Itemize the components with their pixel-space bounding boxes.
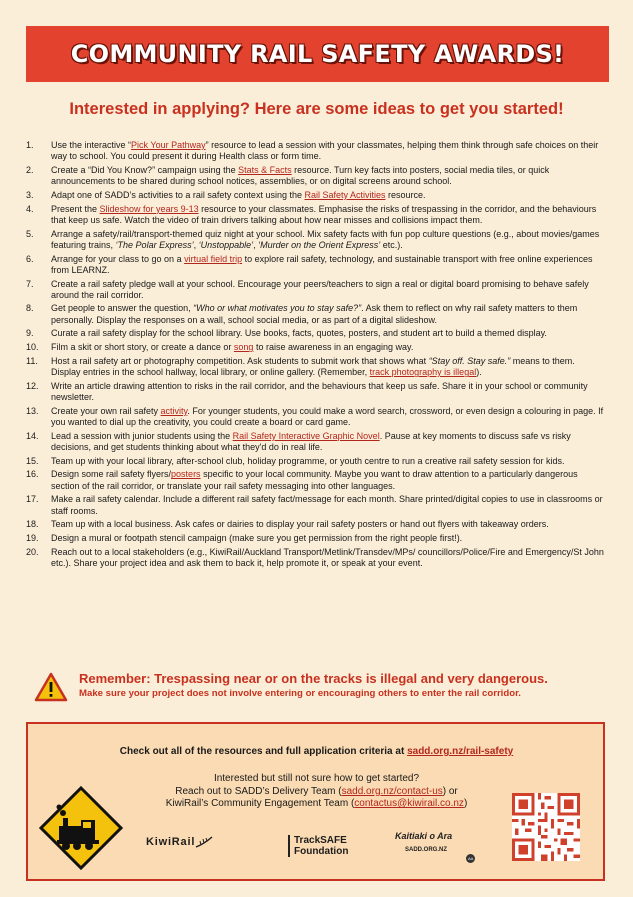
idea-text-segment: Design some rail safety flyers/ <box>51 469 172 480</box>
idea-text-segment: ‘Unstoppable’ <box>198 239 254 250</box>
idea-number: 1. <box>26 140 34 150</box>
sadd-logo-maori-text: Kaitiaki o Ara <box>395 831 453 841</box>
resource-link[interactable]: Rail Safety Interactive Graphic Novel <box>232 430 380 441</box>
idea-text <box>51 190 604 201</box>
aa-logo-text: AA <box>468 856 474 861</box>
contact-line-2 <box>130 786 503 799</box>
idea-text-segment: Lead a session with junior students using the <box>51 430 233 441</box>
idea-text-segment: “Who or what motivates you to stay safe?” <box>193 303 362 314</box>
idea-text-segment: resource. <box>385 189 426 200</box>
idea-number: 10. <box>26 342 39 353</box>
idea-text <box>51 519 604 530</box>
resource-link[interactable]: activity <box>160 405 188 416</box>
idea-number: 4. <box>26 203 34 214</box>
kiwirail-logo <box>146 836 213 848</box>
subtitle: Interested in applying? Here are some ideas to get you started! <box>69 100 564 118</box>
idea-item <box>26 469 604 491</box>
idea-text-segment: Curate a rail safety display for the school library. Use books, facts, quotes, posters, and student art to build a themed display. <box>51 328 547 339</box>
idea-text-segment: Design a mural or footpath stencil campaign (make sure you get permission from the right people first!). <box>51 533 463 544</box>
idea-text-segment: resource to your classmates. Emphasise the risks of trespassing in the corridor, and the behaviours that keep us safe. Watch the video of train drivers talking about how near misses and collisions impact them. <box>51 203 597 225</box>
idea-text <box>51 381 604 403</box>
contact-line-3-end: ) <box>463 798 468 809</box>
idea-number: 5. <box>26 228 34 239</box>
idea-text-segment: Team up with your local library, after-school club, holiday programme, or youth centre to run a creative rail safety session for kids. <box>51 455 565 466</box>
idea-item <box>26 547 604 569</box>
resource-link[interactable]: Slideshow for years 9-13 <box>99 203 199 214</box>
tracksafe-logo <box>288 835 348 857</box>
idea-text-segment: to raise awareness in an engaging way. <box>253 342 414 353</box>
idea-number: 6. <box>26 253 34 264</box>
page-title: COMMUNITY RAIL SAFETY AWARDS! <box>70 40 565 68</box>
idea-item <box>26 140 604 162</box>
ideas-list <box>26 140 604 572</box>
idea-text-segment: Film a skit or short story, or create a dance or <box>51 342 234 353</box>
idea-text <box>51 254 604 276</box>
contact-line-2-end: ) or <box>442 785 458 797</box>
train-warning-sign-icon <box>39 786 123 870</box>
idea-text <box>51 165 604 187</box>
idea-text-segment: Host a rail safety art or photography competition. Ask students to submit work that shows what <box>51 355 429 366</box>
idea-item <box>26 406 604 428</box>
idea-text <box>51 303 604 325</box>
idea-number: 12. <box>26 380 39 391</box>
sadd-logo-url: SADD.ORG.NZ <box>405 847 447 853</box>
kiwirail-email-link[interactable]: contactus@kiwirail.co.nz <box>354 798 464 809</box>
idea-number: 11. <box>26 355 38 366</box>
idea-text <box>51 469 604 491</box>
idea-item <box>26 494 604 516</box>
tracksafe-line-1: TrackSAFE <box>294 835 347 846</box>
idea-text-segment: to explore rail safety, technology, and sustainable transport with free online experiences from LEARNZ. <box>51 253 593 275</box>
idea-text-segment: specific to your local community. Maybe you want to draw attention to a particularly dangerous section of the rail corridor, or translate your rail safety messaging into other languages. <box>51 469 578 491</box>
qr-code[interactable] <box>512 793 580 861</box>
sadd-logo <box>395 831 485 867</box>
idea-item <box>26 254 604 276</box>
idea-text <box>51 456 604 467</box>
idea-number: 3. <box>26 189 34 200</box>
fern-icon <box>195 836 213 848</box>
idea-item <box>26 519 604 530</box>
idea-text-segment: Adapt one of SADD’s activities to a rail safety context using the <box>51 189 305 200</box>
idea-text-segment: means to them. Display entries in the school hallway, local library, or online gallery. (Remember, <box>51 355 575 378</box>
idea-text-segment: resource. Turn key facts into posters, social media tiles, or quick announcements to be shared during school notices, assemblies, or on digital screens around school. <box>51 164 550 187</box>
idea-number: 17. <box>26 494 39 505</box>
idea-text <box>51 494 604 516</box>
idea-number: 18. <box>26 519 39 530</box>
idea-item <box>26 204 604 226</box>
idea-number: 7. <box>26 278 34 289</box>
idea-text <box>51 431 604 453</box>
idea-text-segment: Reach out to a local stakeholders (e.g., KiwiRail/Auckland Transport/Metlink/Transdev/MPs/ councillors/Police/Fire and Emergency/St John etc.). Share your project idea and ask them to back it, help promote it, or speak at your event. <box>51 546 604 569</box>
tracksafe-line-2: Foundation <box>294 846 349 857</box>
idea-text <box>51 406 604 428</box>
idea-text-segment: Write an article drawing attention to risks in the rail corridor, and the behaviours that keep us safe. Share it in your school or community newsletter. <box>51 380 588 403</box>
idea-number: 13. <box>26 405 39 416</box>
idea-number: 8. <box>26 303 34 314</box>
contact-line-2-text: Reach out to SADD’s Delivery Team ( <box>175 785 342 797</box>
idea-text <box>51 328 604 339</box>
idea-text-segment: Present the <box>51 203 100 214</box>
idea-text <box>51 229 604 251</box>
idea-text-segment: ‘Murder on the Orient Express’ <box>258 239 381 250</box>
warning-icon <box>34 672 68 702</box>
idea-text-segment: Create your own rail safety <box>51 405 161 416</box>
idea-item <box>26 165 604 187</box>
idea-text-segment: Arrange a safety/rail/transport-themed quiz night at your school. Mix safety facts with fun pop culture questions (e.g., about movies/games featuring trains, <box>51 228 600 250</box>
idea-text-segment: Arrange for your class to go on a <box>51 253 185 264</box>
contact-info <box>130 773 503 811</box>
idea-text-segment: . For younger students, you could make a word search, crossword, or even design a colouring in page. If you wanted to dial up the creativity, you could create a board or card game. <box>51 405 604 428</box>
idea-number: 14. <box>26 430 39 441</box>
idea-item <box>26 431 604 453</box>
idea-text-segment: . Ask them to reflect on why rail safety matters to them personally. Display the responses on a wall, school social media, or as part of a digital slideshow. <box>51 303 578 325</box>
idea-text-segment: Use the interactive “ <box>51 140 132 150</box>
idea-item <box>26 356 604 378</box>
idea-text-segment: ” resource to lead a session with your classmates, helping them think through safe choices on their way to school. You could present it during Health class or form time. <box>51 140 599 162</box>
idea-text-segment: Get people to answer the question, <box>51 303 194 314</box>
resource-link[interactable]: track photography is illegal <box>369 367 477 378</box>
idea-item <box>26 303 604 325</box>
idea-number: 15. <box>26 455 39 466</box>
resource-link[interactable]: Pick Your Pathway <box>131 140 206 150</box>
idea-text-segment: “Stay off. Stay safe.” <box>428 355 511 366</box>
warning-subtitle: Make sure your project does not involve entering or encouraging others to enter the rail corridor. <box>79 688 521 699</box>
idea-text-segment: Team up with a local business. Ask cafes or dairies to display your rail safety posters or hand out flyers with takeaway orders. <box>51 519 549 530</box>
idea-item <box>26 533 604 544</box>
resource-link[interactable]: Rail Safety Activities <box>304 189 386 200</box>
resource-link[interactable]: Stats & Facts <box>238 164 292 175</box>
resources-line <box>0 746 633 757</box>
idea-text-segment: Create a “Did You Know?” campaign using the <box>51 164 239 175</box>
idea-number: 16. <box>26 469 39 480</box>
idea-number: 20. <box>26 546 39 557</box>
kiwirail-logo-text: KiwiRail <box>146 836 196 848</box>
contact-line-3 <box>130 798 503 811</box>
idea-text-segment: , <box>253 239 259 250</box>
sadd-contact-link[interactable]: sadd.org.nz/contact-us <box>341 785 443 797</box>
idea-text <box>51 547 604 569</box>
resource-link[interactable]: posters <box>171 469 201 480</box>
idea-text-segment: , <box>193 239 199 250</box>
title-banner <box>26 26 609 82</box>
idea-item <box>26 381 604 403</box>
contact-line-3-text: KiwiRail’s Community Engagement Team ( <box>165 798 355 809</box>
idea-text <box>51 279 604 301</box>
idea-item <box>26 229 604 251</box>
idea-text <box>51 356 604 378</box>
idea-text-segment: Make a rail safety calendar. Include a different rail safety fact/message for each month. Share printed/digital copies to use in classrooms or staff rooms. <box>51 494 603 516</box>
aa-logo-icon <box>466 854 475 863</box>
idea-item <box>26 279 604 301</box>
resources-text: Check out all of the resources and full application criteria at <box>119 746 408 757</box>
idea-item <box>26 328 604 339</box>
idea-item <box>26 456 604 467</box>
idea-text-segment: Create a rail safety pledge wall at your school. Encourage your peers/teachers to sign a real or digital board promising to behave safely around the rail corridor. <box>51 278 589 300</box>
idea-text <box>51 204 604 226</box>
idea-text <box>51 342 604 353</box>
idea-item <box>26 342 604 353</box>
resource-link[interactable]: song <box>233 342 254 353</box>
warning-title: Remember: Trespassing near or on the tracks is illegal and very dangerous. <box>79 671 548 686</box>
idea-number: 19. <box>26 533 39 544</box>
idea-text-segment: etc.). <box>380 239 403 250</box>
idea-text <box>51 533 604 544</box>
contact-line-1: Interested but still not sure how to get started? <box>213 773 420 784</box>
idea-number: 9. <box>26 328 34 339</box>
idea-text <box>51 140 604 162</box>
idea-text-segment: . Pause at key moments to discuss safe vs risky decisions, and get students thinking about what they'd do in real life. <box>51 430 571 452</box>
idea-text-segment: ). <box>476 367 482 378</box>
idea-number: 2. <box>26 164 34 175</box>
resources-link[interactable]: sadd.org.nz/rail-safety <box>407 746 514 757</box>
idea-text-segment: ‘The Polar Express’ <box>115 239 194 250</box>
resource-link[interactable]: virtual field trip <box>184 253 243 264</box>
idea-item <box>26 190 604 201</box>
